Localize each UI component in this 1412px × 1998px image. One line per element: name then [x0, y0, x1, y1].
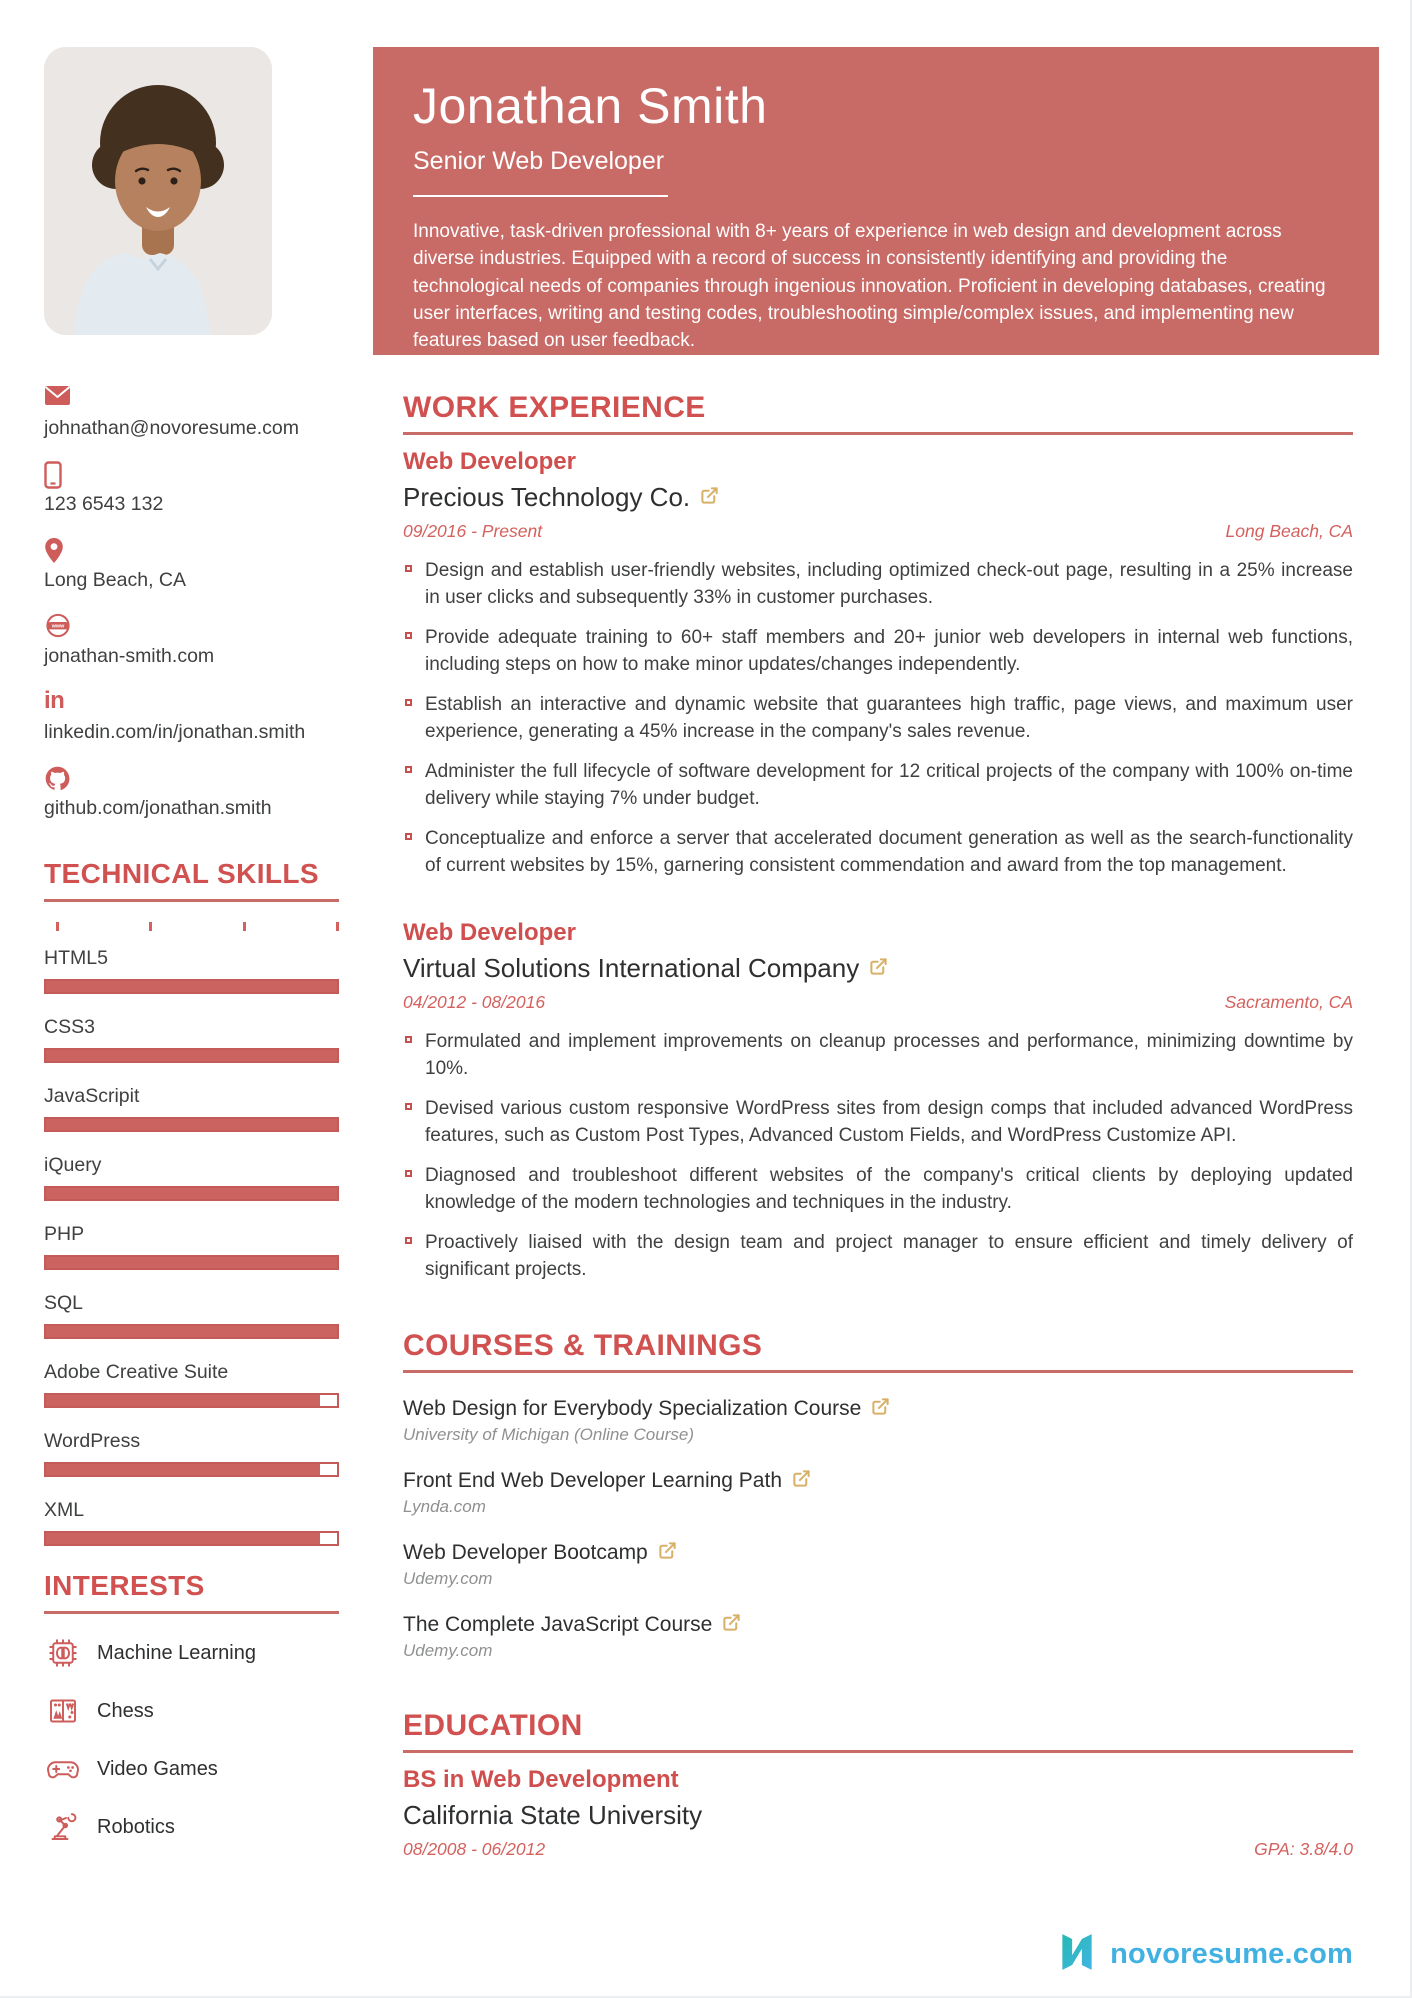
bullet-item	[403, 1028, 1353, 1082]
course-title: Web Developer Bootcamp	[403, 1541, 648, 1564]
course-item	[403, 1397, 1353, 1445]
skill-bar-fill	[46, 1533, 320, 1544]
skill-label: JavaScripit	[44, 1085, 140, 1107]
contact-item	[44, 385, 339, 440]
bullet-list	[403, 1028, 1353, 1283]
bullet-item	[403, 557, 1353, 611]
skill-label: SQL	[44, 1292, 84, 1314]
bullet-item	[403, 758, 1353, 812]
course-provider: University of Michigan (Online Course)	[403, 1425, 694, 1444]
external-link-icon[interactable]	[722, 1613, 741, 1637]
company-name: Precious Technology Co.	[403, 482, 691, 512]
contact-text[interactable]: Long Beach, CA	[44, 569, 187, 591]
contact-text[interactable]: johnathan@novoresume.com	[44, 417, 300, 439]
bullet-item	[403, 825, 1353, 879]
school-name: California State University	[403, 1800, 703, 1830]
course-title-line	[403, 1541, 1353, 1565]
bullet-square-icon	[405, 1237, 412, 1244]
bullet-list	[403, 557, 1353, 879]
skill-bar	[44, 1324, 339, 1339]
skill-bar-fill	[46, 1119, 337, 1130]
external-link-icon[interactable]	[871, 1397, 890, 1421]
header-banner	[373, 47, 1379, 355]
skill-item	[44, 1361, 339, 1408]
interest-label: Video Games	[97, 1757, 218, 1780]
job-meta	[403, 521, 1353, 542]
skill-label: XML	[44, 1499, 85, 1521]
skill-bar-fill	[46, 1326, 337, 1337]
job-location: Long Beach, CA	[1225, 521, 1353, 541]
main-column	[373, 47, 1379, 1996]
skill-item	[44, 1223, 339, 1270]
contact-item	[44, 537, 339, 592]
bullet-text: Provide adequate training to 60+ staff members and 20+ junior web developers in internal web functions, including steps on how to make minor updates/changes independently.	[425, 627, 1353, 675]
sidebar	[44, 47, 339, 1996]
bullet-square-icon	[405, 766, 412, 773]
bullet-text: Formulated and implement improvements on cleanup processes and performance, minimizing downtime by 10%.	[425, 1031, 1353, 1079]
job-dates: 04/2012 - 08/2016	[403, 992, 546, 1012]
job-title: Web Developer	[403, 919, 576, 946]
skill-item	[44, 1292, 339, 1339]
bullet-item	[403, 1095, 1353, 1149]
bullet-square-icon	[405, 1170, 412, 1177]
course-item	[403, 1469, 1353, 1517]
novoresume-n-icon	[1051, 1926, 1103, 1983]
bullet-text: Devised various custom responsive WordPress sites from design comps that included advanced WordPress features, such as Custom Post Types, Advanced Custom Fields, and WordPress Customize API.	[425, 1098, 1353, 1146]
course-provider: Lynda.com	[403, 1497, 486, 1516]
interests-heading: INTERESTS	[44, 1570, 205, 1601]
job-meta	[403, 992, 1353, 1013]
interest-item	[44, 1808, 339, 1846]
interest-label: Robotics	[97, 1815, 175, 1838]
external-link-icon[interactable]	[658, 1541, 677, 1565]
contact-text[interactable]: jonathan-smith.com	[44, 645, 215, 667]
profile-summary: Innovative, task-driven professional with 8+ years of experience in web design and development across diverse industries. Equipped with a record of success in consistently identifying and providing the technological needs of companies through ingenious innovation. Proficient in developing databases, creating user interfaces, writing and testing codes, troubleshooting simple/complex issues, and implementing new features based on user feedback.	[413, 221, 1326, 352]
machine-learning-icon	[44, 1634, 82, 1672]
degree-title: BS in Web Development	[403, 1766, 679, 1793]
skill-bar	[44, 979, 339, 994]
work-experience-section	[373, 391, 1379, 1283]
skill-label: iQuery	[44, 1154, 102, 1176]
skill-item	[44, 1016, 339, 1063]
job-entry	[403, 919, 1353, 1283]
job-entry	[403, 448, 1353, 879]
skill-bar	[44, 1393, 339, 1408]
contact-item	[44, 689, 339, 744]
work-experience-heading: WORK EXPERIENCE	[403, 391, 706, 424]
chess-icon	[44, 1692, 82, 1730]
external-link-icon[interactable]	[792, 1469, 811, 1493]
education-heading: EDUCATION	[403, 1709, 583, 1742]
technical-skills-heading: TECHNICAL SKILLS	[44, 858, 319, 889]
course-list	[403, 1397, 1353, 1661]
contact-list	[44, 385, 339, 820]
skill-bar	[44, 1255, 339, 1270]
course-item	[403, 1541, 1353, 1589]
section-underline	[403, 1370, 1353, 1373]
email-icon	[44, 385, 339, 412]
course-title: Web Design for Everybody Specialization Course	[403, 1397, 862, 1420]
bullet-square-icon	[405, 565, 412, 572]
banner-divider	[413, 195, 668, 197]
skill-item	[44, 1430, 339, 1477]
courses-heading: COURSES & TRAININGS	[403, 1329, 763, 1362]
section-underline	[44, 899, 339, 902]
external-link-icon[interactable]	[700, 486, 719, 510]
skill-scale-tick	[243, 922, 246, 931]
interests-section	[44, 1570, 339, 1846]
course-title: The Complete JavaScript Course	[403, 1613, 713, 1636]
skill-label: Adobe Creative Suite	[44, 1361, 229, 1383]
company-line	[403, 482, 1353, 513]
skill-bar	[44, 1462, 339, 1477]
skill-list	[44, 947, 339, 1546]
interest-item	[44, 1634, 339, 1672]
skill-label: HTML5	[44, 947, 108, 969]
github-icon	[44, 765, 339, 792]
skill-label: WordPress	[44, 1430, 141, 1452]
course-title-line	[403, 1397, 1353, 1421]
contact-item	[44, 461, 339, 516]
bullet-item	[403, 624, 1353, 678]
skill-label: PHP	[44, 1223, 85, 1245]
section-underline	[44, 1611, 339, 1614]
interest-label: Machine Learning	[97, 1641, 256, 1664]
skill-scale-tick	[149, 922, 152, 931]
course-provider: Udemy.com	[403, 1569, 493, 1588]
linkedin-icon: in	[44, 687, 65, 714]
contact-text[interactable]: linkedin.com/in/jonathan.smith	[44, 721, 306, 743]
contact-item	[44, 765, 339, 820]
skill-bar-fill	[46, 1464, 320, 1475]
skill-bar-fill	[46, 1050, 337, 1061]
person-name: Jonathan Smith	[413, 78, 768, 134]
education-gpa: GPA: 3.8/4.0	[1254, 1839, 1353, 1859]
bullet-square-icon	[405, 632, 412, 639]
robotics-icon	[44, 1808, 82, 1846]
external-link-icon[interactable]	[869, 957, 888, 981]
bullet-square-icon	[405, 1103, 412, 1110]
job-title: Web Developer	[403, 448, 576, 475]
profile-photo-illustration	[44, 47, 272, 335]
course-provider: Udemy.com	[403, 1641, 493, 1660]
courses-section	[373, 1329, 1379, 1661]
bullet-square-icon	[405, 833, 412, 840]
interest-list	[44, 1634, 339, 1846]
job-dates: 09/2016 - Present	[403, 521, 543, 541]
course-title: Front End Web Developer Learning Path	[403, 1469, 783, 1492]
bullet-text: Design and establish user-friendly websites, including optimized check-out page, resulting in a 25% increase in user clicks and subsequently 33% in customer purchases.	[425, 560, 1353, 608]
profile-photo	[44, 47, 272, 335]
contact-item	[44, 613, 339, 668]
interest-item	[44, 1750, 339, 1788]
bullet-text: Diagnosed and troubleshoot different websites of the company's critical clients by deploying updated knowledge of the modern technologies and techniques in the industry.	[425, 1165, 1353, 1213]
contact-text[interactable]: 123 6543 132	[44, 493, 164, 515]
section-underline	[403, 432, 1353, 435]
svg-text:www: www	[51, 623, 65, 630]
bullet-item	[403, 1162, 1353, 1216]
location-icon	[44, 537, 339, 564]
skill-bar	[44, 1048, 339, 1063]
bullet-square-icon	[405, 699, 412, 706]
technical-skills-section	[44, 858, 339, 1546]
bullet-item	[403, 691, 1353, 745]
skill-item	[44, 1085, 339, 1132]
skill-item	[44, 1154, 339, 1201]
bullet-text: Establish an interactive and dynamic website that guarantees high traffic, page views, and maximum user experience, generating a 45% increase in the company's sales revenue.	[425, 694, 1353, 742]
bullet-text: Administer the full lifecycle of software development for 12 critical projects of the company with 100% on-time delivery while staying 7% under budget.	[425, 761, 1353, 809]
education-meta	[403, 1839, 1353, 1860]
section-underline	[403, 1750, 1353, 1753]
bullet-text: Conceptualize and enforce a server that accelerated document generation as well as the search-functionality of current websites by 15%, garnering consistent commendation and award from the top management.	[425, 828, 1353, 876]
interest-item	[44, 1692, 339, 1730]
skill-item	[44, 947, 339, 994]
education-dates: 08/2008 - 06/2012	[403, 1839, 546, 1859]
phone-icon	[44, 461, 339, 488]
skill-scale-tick	[336, 922, 339, 931]
skill-scale-ruler	[44, 922, 339, 931]
person-title: Senior Web Developer	[413, 147, 665, 175]
course-item	[403, 1613, 1353, 1661]
bullet-square-icon	[405, 1036, 412, 1043]
skill-bar-fill	[46, 1257, 337, 1268]
company-line	[403, 953, 1353, 984]
website-icon	[44, 613, 339, 640]
skill-scale-tick	[56, 922, 59, 931]
video-games-icon	[44, 1750, 82, 1788]
bullet-item	[403, 1229, 1353, 1283]
job-location: Sacramento, CA	[1224, 992, 1353, 1012]
company-name: Virtual Solutions International Company	[403, 953, 860, 983]
skill-item	[44, 1499, 339, 1546]
bullet-text: Proactively liaised with the design team and project manager to ensure efficient and timely delivery of significant projects.	[425, 1232, 1353, 1280]
skill-bar	[44, 1186, 339, 1201]
job-list	[403, 448, 1353, 1283]
skill-bar	[44, 1531, 339, 1546]
brand-wordmark: novoresume.com	[1110, 1938, 1353, 1970]
interest-label: Chess	[97, 1699, 154, 1722]
skill-bar-fill	[46, 981, 337, 992]
course-title-line	[403, 1469, 1353, 1493]
course-title-line	[403, 1613, 1353, 1637]
skill-bar	[44, 1117, 339, 1132]
skill-label: CSS3	[44, 1016, 95, 1038]
skill-bar-fill	[46, 1395, 320, 1406]
skill-bar-fill	[46, 1188, 337, 1199]
contact-text[interactable]: github.com/jonathan.smith	[44, 797, 272, 819]
brand-logo[interactable]	[373, 1926, 1353, 1983]
education-section	[373, 1709, 1379, 1860]
